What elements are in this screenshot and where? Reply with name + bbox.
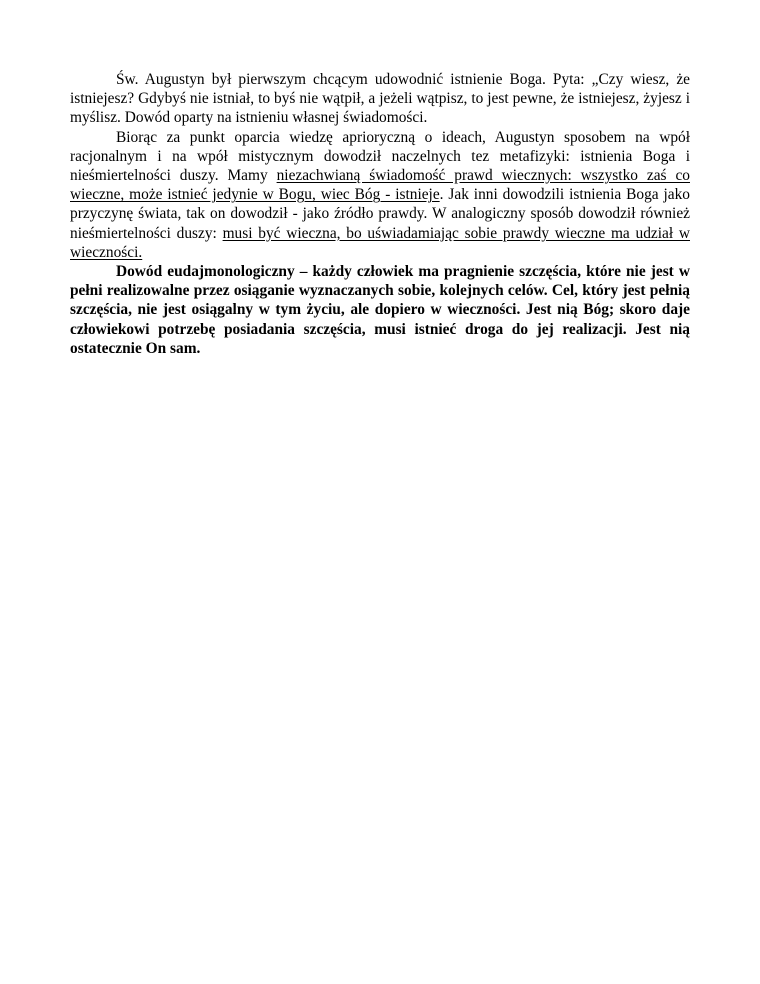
paragraph-text: Św. Augustyn był pierwszym chcącym udowodnić istnienie Boga. Pyta: „Czy wiesz, że istniejesz? Gdybyś nie istniał, to byś nie wątpił, a jeżeli wątpisz, to jest pewne, że istniejesz, żyjesz i myślisz. Dowód oparty na istnieniu własnej świadomości. — [70, 71, 690, 127]
document-body — [70, 70, 690, 358]
paragraph-apriori-knowledge — [70, 128, 690, 262]
paragraph-augustine-intro — [70, 70, 690, 128]
paragraph-eudaimonological-proof — [70, 262, 690, 358]
paragraph-text: Dowód eudajmonologiczny – każdy człowiek ma pragnienie szczęścia, które nie jest w pełni realizowalne przez osiąganie wyznaczanych sobie, kolejnych celów. Cel, który jest pełnią szczęścia, nie jest osiągalny w tym życiu, ale dopiero w wieczności. Jest nią Bóg; skoro daje człowiekowi potrzebę posiadania szczęścia, musi istnieć droga do jej realizacji. Jest nią ostatecznie On sam. — [70, 263, 690, 357]
paragraph-text-part: . Jak inni dowodzili istnienia Boga jako przyczynę świata, tak on dowodził - jako źródło prawdy. W analogiczny sposób dowodził również nieśmiertelności duszy: — [70, 186, 690, 242]
underlined-phrase-eternal-truths: niezachwianą świadomość prawd wiecznych: wszystko zaś co wieczne, może istnieć jedynie w Bogu, wiec Bóg - istnieje — [70, 167, 690, 204]
paragraph-text-part: Biorąc za punkt oparcia wiedzę aprioryczną o ideach, Augustyn sposobem na wpół racjonalnym i na wpół mistycznym dowodził naczelnych tez metafizyki: istnienia Boga i nieśmiertelności duszy. Mamy — [70, 128, 690, 185]
underlined-phrase-soul-eternity: musi być wieczna, bo uświadamiając sobie prawdy wieczne ma udział w wieczności. — [70, 224, 690, 261]
